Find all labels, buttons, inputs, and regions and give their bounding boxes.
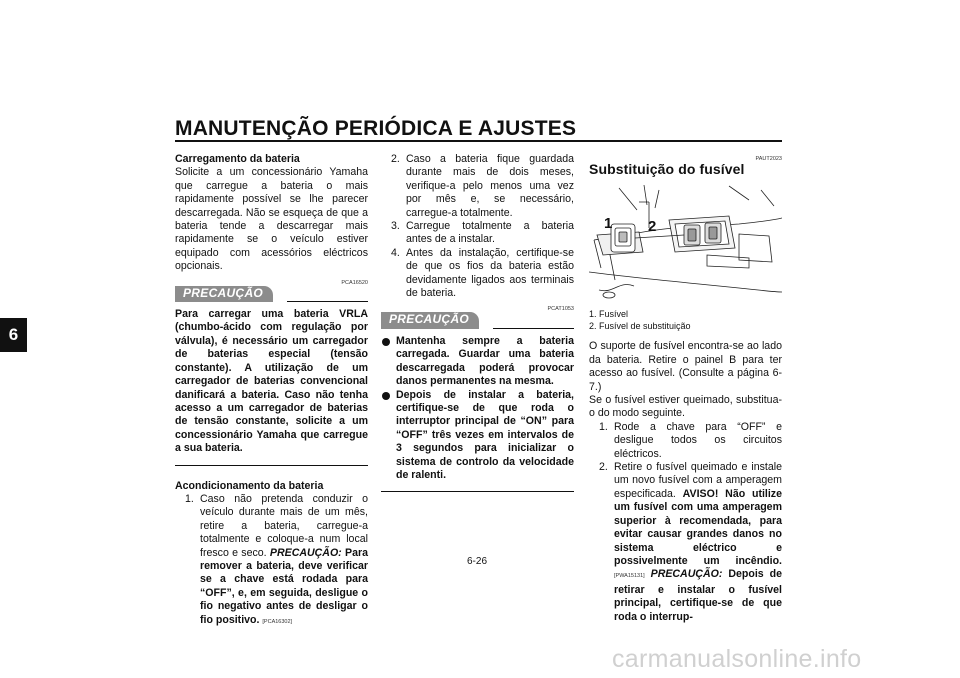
caution-label: PRECAUÇÃO [381,312,479,328]
caution-label: PRECAUÇÃO [175,286,273,302]
intro-text: O suporte de fusível encontra-se ao lado da bateria. Retire o painel B para ter acesso ao fusível. (Consulte a página 6-7.) [589,340,782,393]
list-item [391,153,574,220]
item-text: Caso a bateria fique guardada durante mais de dois meses, verifique-a pelo menos uma vez por mês e, se necessário, carregue-a totalmente. [406,153,574,219]
charging-heading: Carregamento da bateria [175,153,300,165]
item-number: 4. [391,246,400,259]
bullet-icon [382,338,390,346]
inline-notice: AVISO! Não utilize um fusível com uma amperagem superior à recomendada, para evitar causar grandes danos no sistema eléctrico e possivelmente um incêndio. [614,487,782,567]
inline-caution-text: Depois de retirar e instalar o fusível principal, certifique-se de que roda o interrup- [614,568,782,623]
list-item [185,493,368,629]
caution-line [493,328,574,329]
caution-code: PCAT1053 [547,306,574,313]
bullet-item [381,389,574,483]
inline-caution-label: PRECAUÇÃO: [269,546,342,559]
item-code: [PCA16302] [262,618,293,625]
chapter-tab: 6 [0,318,27,352]
caution-end-rule [175,465,368,466]
item-number: 1. [185,492,194,505]
caption-2: 2. Fusível de substituição [589,321,691,332]
inline-caution-text: Para remover a bateria, deve verificar se a chave está rodada para “OFF”, e, em seguida, desligue o fio negativo antes de desligar o fio positivo. [200,546,368,626]
page-title: MANUTENÇÃO PERIÓDICA E AJUSTES [175,117,577,140]
intro-text-2: Se o fusível estiver queimado, substitua-o do modo seguinte. [589,394,782,420]
column-2 [381,153,574,492]
caution-header [175,286,368,302]
column-3 [589,153,782,624]
item-text: Rode a chave para “OFF” e desligue todos os circuitos eléctricos. [614,420,782,460]
bullet-text: Depois de instalar a bateria, certifique-se de que roda o interruptor principal de “ON” para “OFF” três vezes em intervalos de 3 segundos para inicializar o sistema de controlo da velocidade de ralenti. [396,388,574,481]
item-code: [PWA15131] [614,573,645,580]
item-text: Caso não pretenda conduzir o veículo durante mais de um mês, retire a bateria, carregue-a totalmente e coloque-a num local fresco e seco. [200,492,368,559]
item-text: Antes da instalação, certifique-se de que os fios da bateria estão devidamente ligados aos terminais de bateria. [406,246,574,300]
storage-heading: Acondicionamento da bateria [175,479,324,492]
section-code: PAUT2023 [755,156,782,162]
bullet-text: Mantenha sempre a bateria carregada. Guardar uma bateria descarregada poderá provocar danos permanentes na mesma. [396,334,574,388]
caution-header [381,312,574,328]
page-number: 6-26 [467,556,488,567]
list-item [391,247,574,301]
storage-list-continued [391,153,574,300]
item-number: 2. [391,153,400,165]
figure-callout-1: 1 [604,215,613,233]
fuse-box-illustration [589,180,782,302]
item-text: Retire o fusível queimado e instale um novo fusível com a amperagem especificada. [614,461,782,500]
fuse-figure [589,180,782,302]
caution-end-rule [381,491,574,492]
section-title: Substituição do fusível [589,161,745,177]
charging-text: Solicite a um concessionário Yamaha que carregue a bateria o mais rapidamente possível se lhe parecer descarregada. Não se esqueça de que a bateria tende a descarregar mais rapidamente se o veículo estiver equipado com acessórios eléctricos opcionais. [175,166,368,273]
list-item [391,220,574,247]
bullet-item [381,335,574,389]
list-item [599,461,782,624]
caution-line [287,301,368,302]
item-number: 2. [599,461,608,474]
item-number: 1. [599,420,608,433]
item-number: 3. [391,220,400,233]
list-item [599,421,782,461]
caption-1: 1. Fusível [589,309,629,320]
storage-list [185,493,368,629]
caution-text: Para carregar uma bateria VRLA (chumbo-ácido com regulação por válvula), é necessário um carregador de baterias especial (tensão constante). A utilização de um carregador de baterias convencional danificará a bateria. Caso não tenha acesso a um carregador de baterias de tensão constante, solicite a um concessionário Yamaha que carregue a sua bateria. [175,308,368,455]
column-1 [175,153,368,629]
title-rule [175,140,782,142]
watermark: carmanualsonline.info [612,645,862,673]
caution-bullets [381,335,574,482]
figure-captions [589,308,782,332]
figure-callout-2: 2 [648,218,657,236]
caution-code: PCA16520 [341,279,368,286]
inline-caution-label: PRECAUÇÃO: [650,568,723,581]
fuse-steps [599,421,782,624]
bullet-icon [382,392,390,400]
item-text: Carregue totalmente a bateria antes de a instalar. [406,220,574,246]
